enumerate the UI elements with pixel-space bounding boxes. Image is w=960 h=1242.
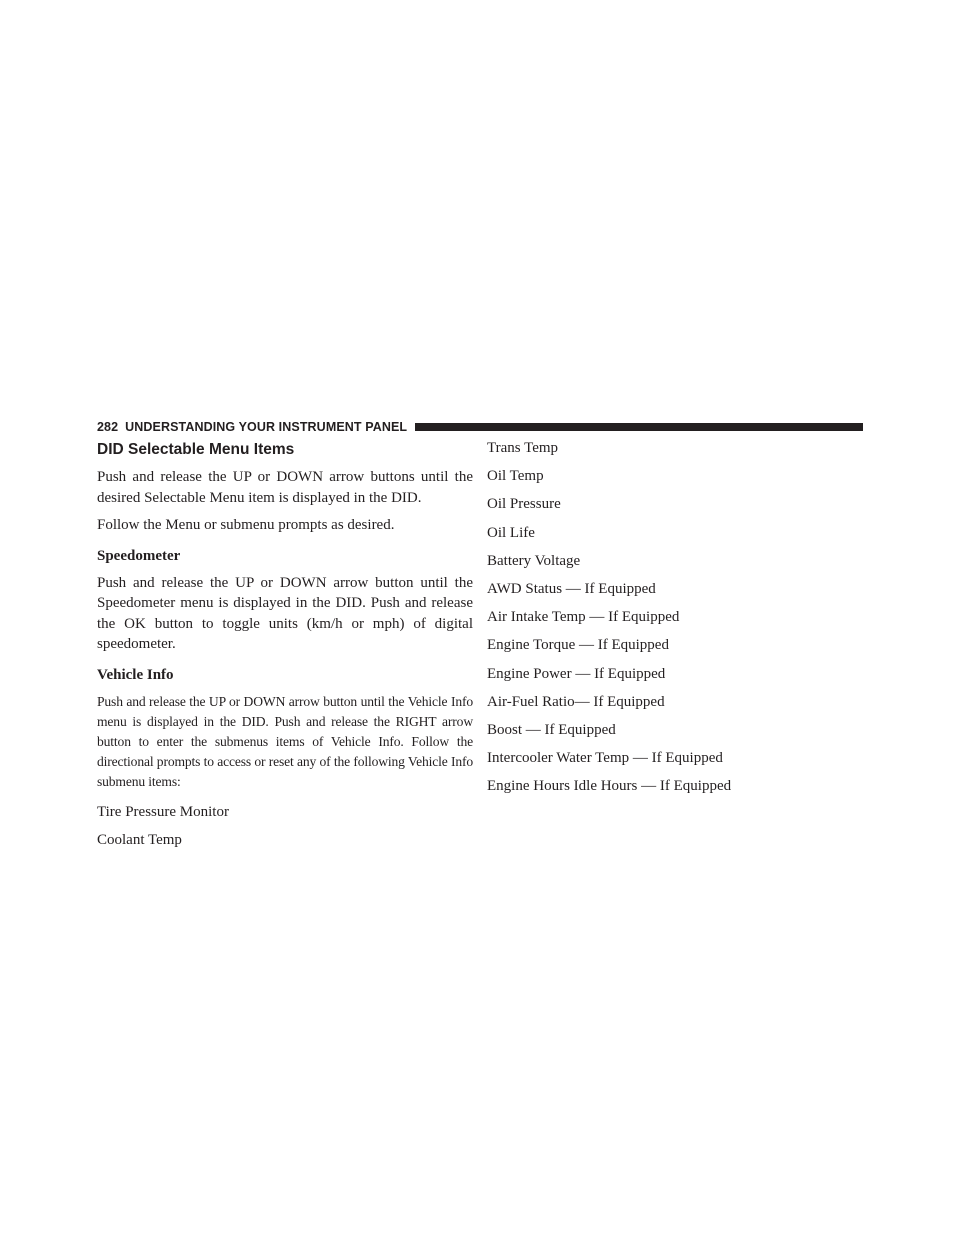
list-item: Engine Hours Idle Hours — If Equipped <box>487 778 732 795</box>
list-item: Engine Power — If Equipped <box>487 665 666 682</box>
section-heading: DID Selectable Menu Items <box>97 441 295 458</box>
running-head <box>97 419 863 435</box>
list-item: Engine Torque — If Equipped <box>487 637 669 654</box>
list-item: Boost — If Equipped <box>487 721 616 738</box>
intro-paragraph-2: Follow the Menu or submenu prompts as desired. <box>97 517 395 533</box>
list-item: Tire Pressure Monitor <box>97 803 229 820</box>
speedometer-heading: Speedometer <box>97 547 181 564</box>
vehicle-info-items-right <box>487 438 863 796</box>
list-item: Battery Voltage <box>487 552 581 569</box>
list-item: Trans Temp <box>487 440 559 456</box>
intro-paragraph-1: Push and release the UP or DOWN arrow buttons until the desired Selectable Menu item is displayed in the DID. <box>97 469 473 506</box>
vehicle-info-heading: Vehicle Info <box>97 666 174 683</box>
header-rule <box>415 423 863 431</box>
list-item: Oil Life <box>487 524 535 541</box>
vehicle-info-items-left <box>97 802 473 850</box>
left-column <box>97 440 473 858</box>
list-item: Intercooler Water Temp — If Equipped <box>487 750 723 767</box>
chapter-title: UNDERSTANDING YOUR INSTRUMENT PANEL <box>125 420 408 434</box>
list-item: AWD Status — If Equipped <box>487 580 656 597</box>
list-item: Air-Fuel Ratio— If Equipped <box>487 693 665 710</box>
list-item: Oil Temp <box>487 468 544 485</box>
list-item: Oil Pressure <box>487 496 561 513</box>
vehicle-info-paragraph: Push and release the UP or DOWN arrow button until the Vehicle Info menu is displayed in the DID. Push and release the RIGHT arrow button to enter the submenus items of Vehicle Info. Follow the directional prompts to access or reset any of the following Vehicle Info submenu items: <box>97 693 473 789</box>
page-number: 282 <box>97 420 119 434</box>
speedometer-paragraph: Push and release the UP or DOWN arrow button until the Speedometer menu is displayed in the DID. Push and release the OK button to toggle units (km/h or mph) of digital speedometer. <box>97 574 473 652</box>
list-item: Air Intake Temp — If Equipped <box>487 609 680 626</box>
list-item: Coolant Temp <box>97 831 182 848</box>
right-column <box>487 438 863 804</box>
